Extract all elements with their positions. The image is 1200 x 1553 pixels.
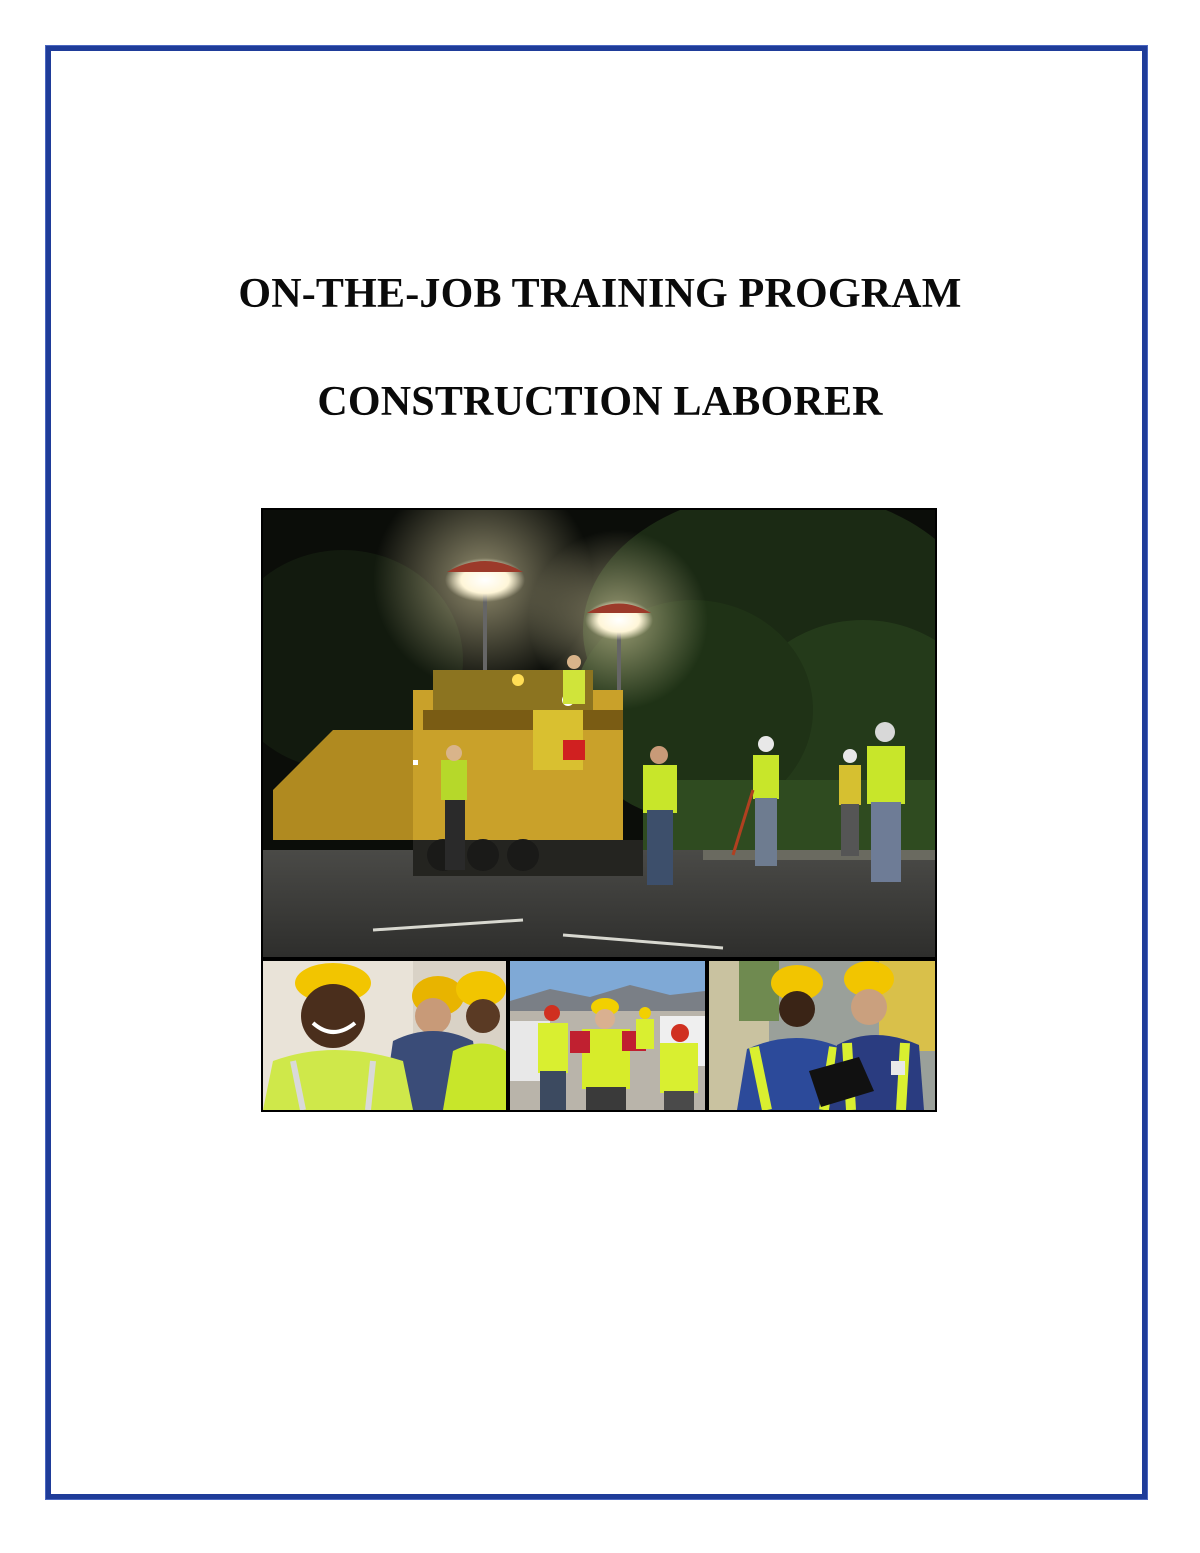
crew-safety-vests-outdoor-photo	[508, 959, 707, 1112]
document-subtitle: CONSTRUCTION LABORER	[317, 379, 883, 425]
document-title: ON-THE-JOB TRAINING PROGRAM	[238, 271, 962, 317]
smiling-worker-hardhat-photo	[261, 959, 508, 1112]
night-paving-crew-photo	[261, 508, 937, 959]
workers-clipboard-photo	[707, 959, 937, 1112]
cover-photo-collage	[261, 508, 937, 1105]
